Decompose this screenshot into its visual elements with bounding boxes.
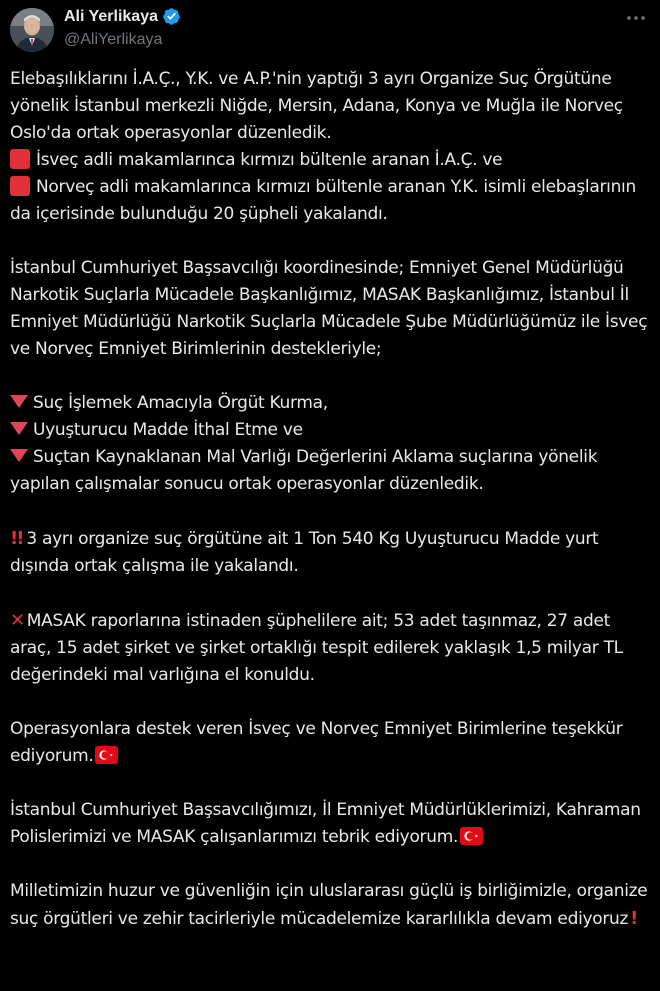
verified-badge-icon <box>162 7 181 26</box>
exclamation-icon: ! <box>630 908 639 929</box>
paragraph-3: Suç İşlemek Amacıyla Örgüt Kurma, Uyuşturucu Madde İthal Etme ve Suçtan Kaynaklanan Mal Varlığı Değerlerini Aklama suçlarına yönelik yapılan çalışmalar sonucu ortak operasyonlar düzenledik. <box>10 393 598 494</box>
tweet-text <box>10 66 650 933</box>
avatar[interactable] <box>10 8 54 52</box>
paragraph-1: Elebaşılıklarını İ.A.Ç., Y.K. ve A.P.'nin yaptığı 3 ayrı Organize Suç Örgütüne yönelik İstanbul merkezli Niğde, Mersin, Adana, Konya ve Muğla ile Norveç Oslo'da ortak operasyonlar düzenledik. İsveç adli makamlarınca kırmızı bültenle aranan İ.A.Ç. ve Norveç adli makamlarınca kırmızı bültenle aranan Y.K. isimli elebaşlarının da içerisinde bulunduğu 20 şüpheli yakalandı. <box>10 69 636 224</box>
double-exclamation-icon: !! <box>10 528 23 549</box>
paragraph-4: !! 3 ayrı organize suç örgütüne ait 1 Ton 540 Kg Uyuşturucu Madde yurt dışında ortak çalışma ile yakalandı. <box>10 525 650 580</box>
more-options-icon[interactable] <box>622 8 650 28</box>
paragraph-8: Milletimizin huzur ve güvenliğin için uluslararası güçlü iş birliğimizle, organize suç örgütleri ve zehir tacirleriyle mücadelemize kararlılıkla devam ediyoruz ! <box>10 878 650 933</box>
handle[interactable]: @AliYerlikaya <box>64 31 163 48</box>
red-triangle-down-icon <box>10 395 28 408</box>
tweet-header <box>0 0 660 62</box>
red-triangle-down-icon <box>10 422 28 435</box>
paragraph-5: ✕ MASAK raporlarına istinaden şüphelilere ait; 53 adet taşınmaz, 27 adet araç, 15 adet şirket ve şirket ortaklığı tespit edilerek yaklaşık 1,5 milyar TL değerindeki mal varlığına el konuldu. <box>10 607 650 689</box>
turkey-flag-icon <box>460 827 483 845</box>
turkey-flag-icon <box>95 746 118 764</box>
red-square-icon <box>10 176 30 196</box>
red-square-icon <box>10 149 30 169</box>
red-triangle-down-icon <box>10 449 28 462</box>
paragraph-7: İstanbul Cumhuriyet Başsavcılığımızı, İl Emniyet Müdürlüklerimizi, Kahraman Polislerimizi ve MASAK çalışanlarımızı tebrik ediyorum. <box>10 800 641 847</box>
cross-mark-icon: ✕ <box>10 610 25 631</box>
display-name[interactable]: Ali Yerlikaya <box>64 7 158 25</box>
paragraph-2: İstanbul Cumhuriyet Başsavcılığı koordinesinde; Emniyet Genel Müdürlüğü Narkotik Suçlarla Mücadele Başkanlığımız, MASAK Başkanlığımız, İstanbul İl Emniyet Müdürlüğü Narkotik Suçlarla Mücadele Şube Müdürlüğümüz ile İsveç ve Norveç Emniyet Birimlerinin destekleriyle; <box>10 258 648 359</box>
name-row <box>64 7 181 26</box>
paragraph-6: Operasyonlara destek veren İsveç ve Norveç Emniyet Birimlerine teşekkür ediyorum. <box>10 719 623 766</box>
